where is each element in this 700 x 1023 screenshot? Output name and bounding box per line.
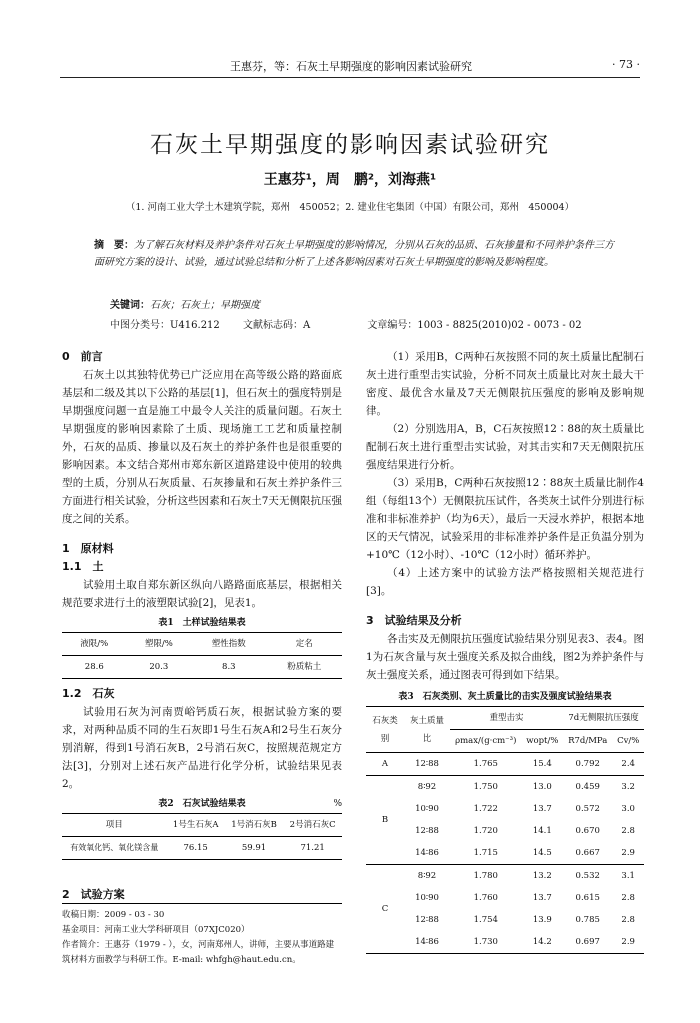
table3-cell: 14∶86 bbox=[415, 937, 439, 947]
table3-cell: 8∶92 bbox=[417, 871, 437, 881]
table-row bbox=[366, 887, 644, 909]
keywords-label: 关键词： bbox=[110, 300, 150, 311]
running-title: 王惠芬，等：石灰土早期强度的影响因素试验研究 bbox=[230, 60, 472, 73]
article-number: 文章编号：1003 - 8825(2010)02 - 0073 - 02 bbox=[367, 320, 582, 331]
clc-number: 中图分类号：U416.212 bbox=[110, 320, 220, 331]
table-row bbox=[62, 656, 342, 679]
table3-cell: 13.9 bbox=[532, 915, 552, 925]
table3-cell: 12∶88 bbox=[415, 915, 439, 925]
table1-header: 塑性指数 bbox=[211, 639, 246, 649]
table3-cell: 3.2 bbox=[621, 782, 635, 792]
table1-caption: 表1 土样试验结果表 bbox=[158, 618, 246, 628]
table-row bbox=[366, 909, 644, 931]
table2-cell: 59.91 bbox=[241, 843, 267, 853]
table3-cell: 0.697 bbox=[575, 937, 600, 947]
table1 bbox=[62, 632, 342, 679]
table1-cell: 8.3 bbox=[222, 662, 236, 672]
table1-cell: 20.3 bbox=[149, 662, 169, 672]
plan-item-2: （2）分别选用A，B，C石灰按照12∶88的灰土质量比配制石灰土进行重型击实试验，对其击实和7天无侧限抗压强度结果进行分析。 bbox=[366, 423, 644, 471]
table1-header: 液限/% bbox=[80, 639, 109, 649]
table3-cell: 13.7 bbox=[532, 804, 552, 814]
keywords bbox=[110, 296, 260, 311]
table2 bbox=[62, 813, 342, 860]
section-2-title: 2 试验方案 bbox=[62, 888, 125, 901]
section-0-title: 0 前言 bbox=[62, 350, 103, 363]
table3-header-row bbox=[366, 707, 644, 730]
table3-cell: 0.670 bbox=[575, 826, 600, 836]
abstract bbox=[94, 237, 614, 271]
table3-cell: 1.754 bbox=[473, 915, 498, 925]
author-bio: 作者简介：王惠芬（1979 - ），女，河南郑州人，讲师，主要从事道路建筑材料方面教学与科研工作。E-mail: whfgh@haut.edu.cn。 bbox=[62, 940, 335, 965]
table3-cell: 1.760 bbox=[473, 893, 498, 903]
section-3-text: 各击实及无侧限抗压强度试验结果分别见表3、表4。图1为石灰含量与灰土强度关系及拟合曲线，图2为养护条件与灰土强度关系，通过图表可得到如下结果。 bbox=[366, 633, 644, 681]
section-1-1-title: 1.1 土 bbox=[62, 560, 104, 573]
table3-header-rho: ρmax/(g·cm⁻³) bbox=[455, 736, 517, 746]
table3-cell: 1.722 bbox=[473, 804, 498, 814]
table3-cell: 1.780 bbox=[473, 871, 498, 881]
table3-cell: 14∶86 bbox=[415, 848, 439, 858]
section-0-text: 石灰土以其独特优势已广泛应用在高等级公路的路面底基层和二级及其以下公路的基层[1]，但石灰土的强度特别是早期强度问题一直是施工中最令人关注的质量问题。石灰土早期强度的影响因素除了土质、现场施工工艺和质量控制外，石灰的品质、掺量以及石灰土的养护条件也是很重要的影响因素。本文结合郑州市郑东新区道路建设中使用的较典型的土质，分别从石灰质量、石灰掺量和石灰土养护条件三方面进行相关试验，分析这些因素和石灰土7天无侧限抗压强度之间的关系。 bbox=[62, 369, 342, 525]
table3-cell: 13.7 bbox=[532, 893, 552, 903]
table3-cell: 13.2 bbox=[532, 871, 552, 881]
keywords-text: 石灰；石灰土；早期强度 bbox=[150, 300, 260, 311]
table3-cell: 1.720 bbox=[473, 826, 498, 836]
table2-header: 2号消石灰C bbox=[289, 820, 336, 830]
table3-cell: 15.4 bbox=[532, 759, 552, 769]
table1-header-row bbox=[62, 633, 342, 656]
table3-cell: 0.572 bbox=[575, 804, 600, 814]
table2-header: 项目 bbox=[105, 820, 123, 830]
table3-cell: 0.667 bbox=[575, 848, 600, 858]
affiliation: （1. 河南工业大学土木建筑学院，郑州 450052；2. 建业住宅集团（中国）有限公司，郑州 450004） bbox=[125, 202, 575, 213]
table3-cell: 2.8 bbox=[621, 915, 635, 925]
footnote bbox=[62, 908, 342, 968]
plan-item-1: （1）采用B，C两种石灰按照不同的灰土质量比配制石灰土进行重型击实试验，分析不同灰土质量比对灰土最大干密度、最优含水量及7天无侧限抗压强度的影响及影响规律。 bbox=[366, 351, 644, 417]
table3-cell: 12∶88 bbox=[415, 759, 439, 769]
table3-cell: 1.750 bbox=[473, 782, 498, 792]
table2-caption: 表2 石灰试验结果表 bbox=[158, 799, 246, 809]
table-row bbox=[366, 931, 644, 954]
table3-cell: 0.459 bbox=[575, 782, 600, 792]
table3-cell: 13.0 bbox=[532, 782, 552, 792]
table3-cell: 14.2 bbox=[532, 937, 552, 947]
table3-type: C bbox=[366, 865, 404, 954]
classification-line bbox=[110, 316, 602, 331]
table3 bbox=[366, 706, 644, 954]
table3-caption: 表3 石灰类别、灰土质量比的击实及强度试验结果表 bbox=[398, 692, 612, 702]
section-3-title: 3 试验结果及分析 bbox=[366, 614, 462, 627]
table2-unit: % bbox=[333, 799, 342, 809]
table3-header-type: 石灰类别 bbox=[366, 707, 404, 753]
table2-header-row bbox=[62, 814, 342, 837]
table3-cell: 2.4 bbox=[621, 759, 635, 769]
table2-header: 1号消石灰B bbox=[231, 820, 277, 830]
table3-cell: 12∶88 bbox=[415, 826, 439, 836]
table3-cell: 14.1 bbox=[532, 826, 552, 836]
table1-header: 定名 bbox=[295, 639, 313, 649]
table-row bbox=[366, 865, 644, 888]
table2-cell: 76.15 bbox=[183, 843, 208, 853]
table3-type: B bbox=[366, 776, 404, 865]
table3-header-compaction: 重型击实 bbox=[450, 707, 563, 730]
table3-cell: 0.532 bbox=[575, 871, 600, 881]
table-row bbox=[366, 842, 644, 865]
plan-item-4: （4）上述方案中的试验方法严格按照相关规范进行[3]。 bbox=[366, 567, 644, 597]
table3-cell: 2.8 bbox=[621, 893, 635, 903]
table3-cell: 3.0 bbox=[621, 804, 635, 814]
received-date: 收稿日期：2009 - 03 - 30 bbox=[62, 910, 165, 920]
table1-cell: 粉质粘土 bbox=[287, 662, 322, 672]
table3-cell: 0.615 bbox=[575, 893, 600, 903]
abstract-text: 为了解石灰材料及养护条件对石灰土早期强度的影响情况，分别从石灰的品质、石灰掺量和不同养护条件三方面研究方案的设计、试验，通过试验总结和分析了上述各影响因素对石灰土早期强度的影响及影响程度。 bbox=[94, 240, 614, 268]
table3-cell: 2.9 bbox=[621, 937, 635, 947]
table3-header-strength: 7d无侧限抗压强度 bbox=[563, 707, 644, 730]
section-1-1-text: 试验用土取自郑东新区纵向八路路面底基层，根据相关规范要求进行土的液塑限试验[2]，见表1。 bbox=[62, 579, 342, 609]
table3-header-w: wopt/% bbox=[526, 736, 559, 746]
table3-cell: 10∶90 bbox=[415, 804, 439, 814]
table3-header-r: R7d/MPa bbox=[568, 736, 608, 746]
section-1-title: 1 原材料 bbox=[62, 542, 114, 555]
table3-header-cv: Cv/% bbox=[617, 736, 640, 746]
header-rule bbox=[60, 77, 640, 78]
section-1-2-text: 试验用石灰为河南贾峪钙质石灰，根据试验方案的要求，对两种品质不同的生石灰即1号生石灰A和2号生石灰分别消解，得到1号消石灰B，2号消石灰C，按照规范规定方法[3]，分别对上述石灰产品进行化学分析，试验结果见表2。 bbox=[62, 706, 342, 790]
section-1-2-title: 1.2 石灰 bbox=[62, 687, 115, 700]
fund-project: 基金项目：河南工业大学科研项目（07XJC020） bbox=[62, 925, 250, 935]
page-number: · 73 · bbox=[612, 58, 640, 71]
paper-title: 石灰土早期强度的影响因素试验研究 bbox=[150, 132, 550, 158]
table3-cell: 3.1 bbox=[621, 871, 635, 881]
table3-cell: 0.785 bbox=[575, 915, 600, 925]
table2-header: 1号生石灰A bbox=[172, 820, 219, 830]
table-row bbox=[366, 753, 644, 776]
table-row bbox=[62, 837, 342, 860]
table3-cell: 1.730 bbox=[473, 937, 498, 947]
authors: 王惠芬¹，周 鹏²，刘海燕¹ bbox=[263, 172, 437, 188]
abstract-label: 摘 要： bbox=[94, 240, 134, 251]
table2-cell: 有效氧化钙、氧化镁含量 bbox=[70, 843, 159, 852]
left-column bbox=[62, 348, 342, 904]
table3-cell: 10∶90 bbox=[415, 893, 439, 903]
table3-cell: 8∶92 bbox=[417, 782, 437, 792]
table3-cell: 14.5 bbox=[532, 848, 552, 858]
right-column bbox=[366, 348, 644, 954]
table3-cell: 2.8 bbox=[621, 826, 635, 836]
table2-caption-row bbox=[62, 795, 342, 813]
table-row bbox=[366, 798, 644, 820]
table2-cell: 71.21 bbox=[300, 843, 325, 853]
table3-header-ratio: 灰土质量比 bbox=[404, 707, 450, 753]
footnote-rule bbox=[62, 903, 342, 904]
table1-header: 塑限/% bbox=[144, 639, 173, 649]
plan-item-3: （3）采用B，C两种石灰按照12∶88灰土质量比制作4组（每组13个）无侧限抗压试件，各类灰土试件分别进行标准和非标准养护（均为6天），最后一天浸水养护，根据本地区的天气情况，试验采用的非标准养护条件是正负温分别为+10℃（12小时）、-10℃（12小时）循环养护。 bbox=[366, 477, 644, 561]
table-row bbox=[366, 820, 644, 842]
table3-cell: 0.792 bbox=[575, 759, 600, 769]
table3-cell: 1.715 bbox=[473, 848, 498, 858]
table1-cell: 28.6 bbox=[84, 662, 104, 672]
table-row bbox=[366, 776, 644, 799]
table3-cell: 2.9 bbox=[621, 848, 635, 858]
table3-type: A bbox=[381, 759, 389, 769]
table3-cell: 1.765 bbox=[473, 759, 498, 769]
doc-code: 文献标志码：A bbox=[242, 320, 311, 331]
